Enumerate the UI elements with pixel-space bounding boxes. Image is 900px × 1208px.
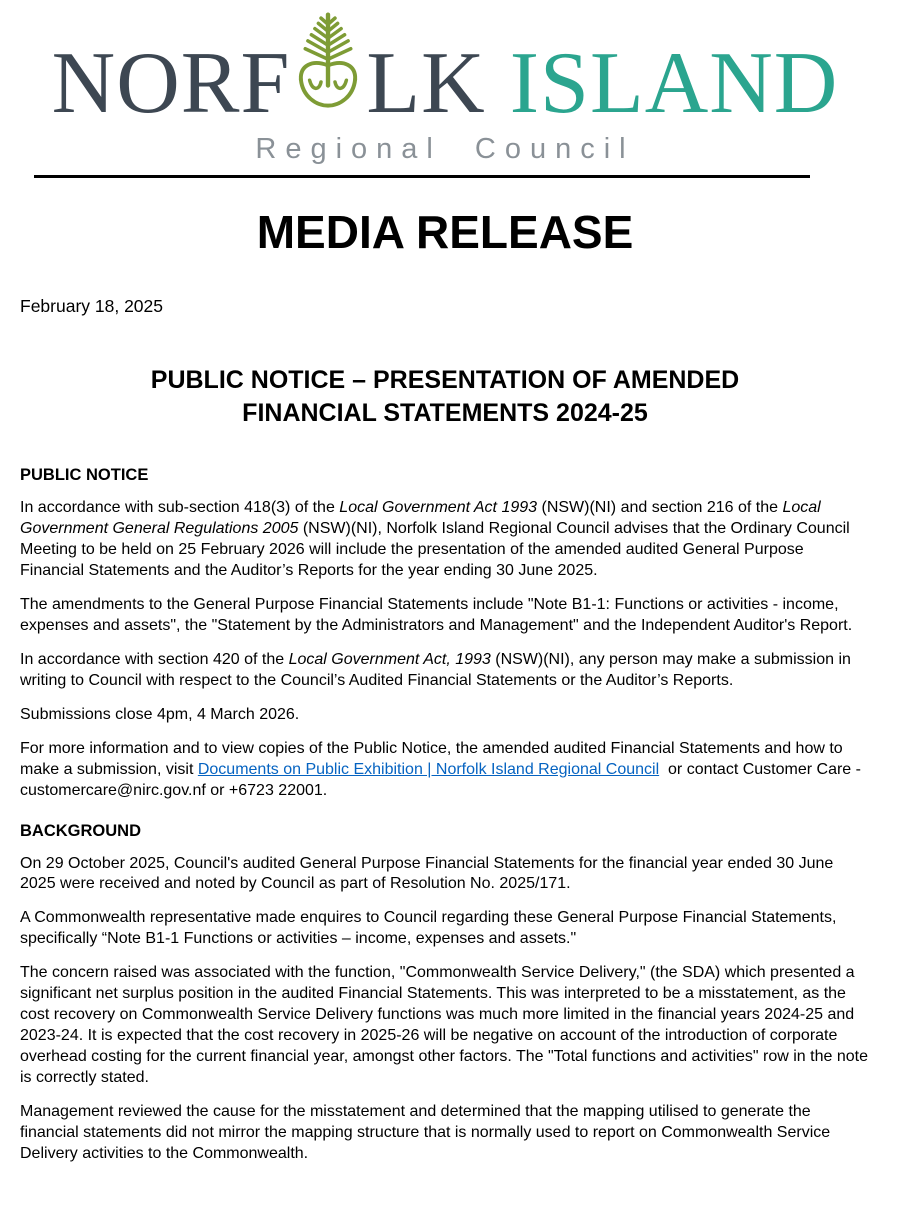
paragraph [20,908,870,950]
text-run: (NSW)(NI), any person may make a submission in writing to Council with respect to the Council’s Audited Financial Statements or the Auditor’s Reports. [20,650,851,689]
text-run: (NSW)(NI), Norfolk Island Regional Council advises that the Ordinary Council Meeting to be held on 25 February 2026 will include the presentation of the amended audited General Purpose Financial Statements and the Auditor’s Reports for the year ending 30 June 2025. [20,520,850,579]
text-run: Management reviewed the cause for the misstatement and determined that the mapping utilised to generate the financial statements did not mirror the mapping structure that is normally used to report on Commonwealth Service Delivery activities to the Commonwealth. [20,1103,831,1162]
paragraph [20,650,870,692]
paragraph [20,963,870,1089]
logo-wordmark [52,10,839,133]
paragraph [20,705,870,726]
text-run: (NSW)(NI) and section 216 of the [537,499,783,517]
section-heading-public-notice: PUBLIC NOTICE [20,466,149,485]
paragraph [20,1102,870,1165]
paragraph [20,739,870,802]
logo-word-norf: NORF [51,35,291,132]
italic-text: Local Government Act, 1993 [288,650,491,668]
logo-subtitle: Regional Council [255,132,635,165]
public-exhibition-link[interactable]: Documents on Public Exhibition | Norfolk Island Regional Council [197,760,660,778]
paragraph [20,854,870,896]
paragraph [20,595,870,637]
text-run: A Commonwealth representative made enquires to Council regarding these General Purpose Financial Statements, specifically “Note B1-1 Functions or activities – income, expenses and assets." [20,909,837,948]
section-heading-background: BACKGROUND [20,821,141,840]
text-run: In accordance with section 420 of the [20,650,289,668]
text-run: The concern raised was associated with the function, "Commonwealth Service Delivery," (the SDA) which presented a significant net surplus position in the audited Financial Statements. This was interpreted to be a misstatement, as the cost recovery on Commonwealth Service Delivery functions was much more limited in the financial years 2024-25 and 2023-24. It is expected that the cost recovery in 2025-26 will be negative on account of the introduction of corporate overhead costing for the current financial year, amongst other factors. The "Total functions and activities" row in the note is correctly stated. [20,964,868,1087]
masthead-title: MEDIA RELEASE [256,205,634,258]
text-run: The amendments to the General Purpose Financial Statements include "Note B1-1: Functions or activities - income, expenses and assets", the "Statement by the Administrators and Management" and the Independent Auditor's Report. [20,595,853,634]
release-date: February 18, 2025 [20,296,164,317]
italic-text: Local Government General Regulations 2005 [20,499,821,538]
header-divider [34,175,810,178]
logo-word-lk: LK [366,35,486,132]
logo-word-island: ISLAND [509,35,839,132]
text-run: For more information and to view copies of the Public Notice, the amended audited Financial Statements and how to make a submission, visit [20,739,843,778]
norfolk-pine-icon [293,10,363,112]
paragraph [20,498,870,582]
text-run: or contact Customer Care - customercare@nirc.gov.nf or +6723 22001. [20,760,861,799]
text-run: In accordance with sub-section 418(3) of the [20,499,340,517]
italic-text: Local Government Act 1993 [339,499,538,517]
text-run: Submissions close 4pm, 4 March 2026. [20,705,300,723]
council-logo [20,10,870,166]
notice-title: PUBLIC NOTICE – PRESENTATION OF AMENDED FINANCIAL STATEMENTS 2024-25 [150,366,740,427]
text-run: On 29 October 2025, Council's audited General Purpose Financial Statements for the financial year ended 30 June 2025 were received and noted by Council as part of Resolution No. 2025/171. [20,854,834,893]
